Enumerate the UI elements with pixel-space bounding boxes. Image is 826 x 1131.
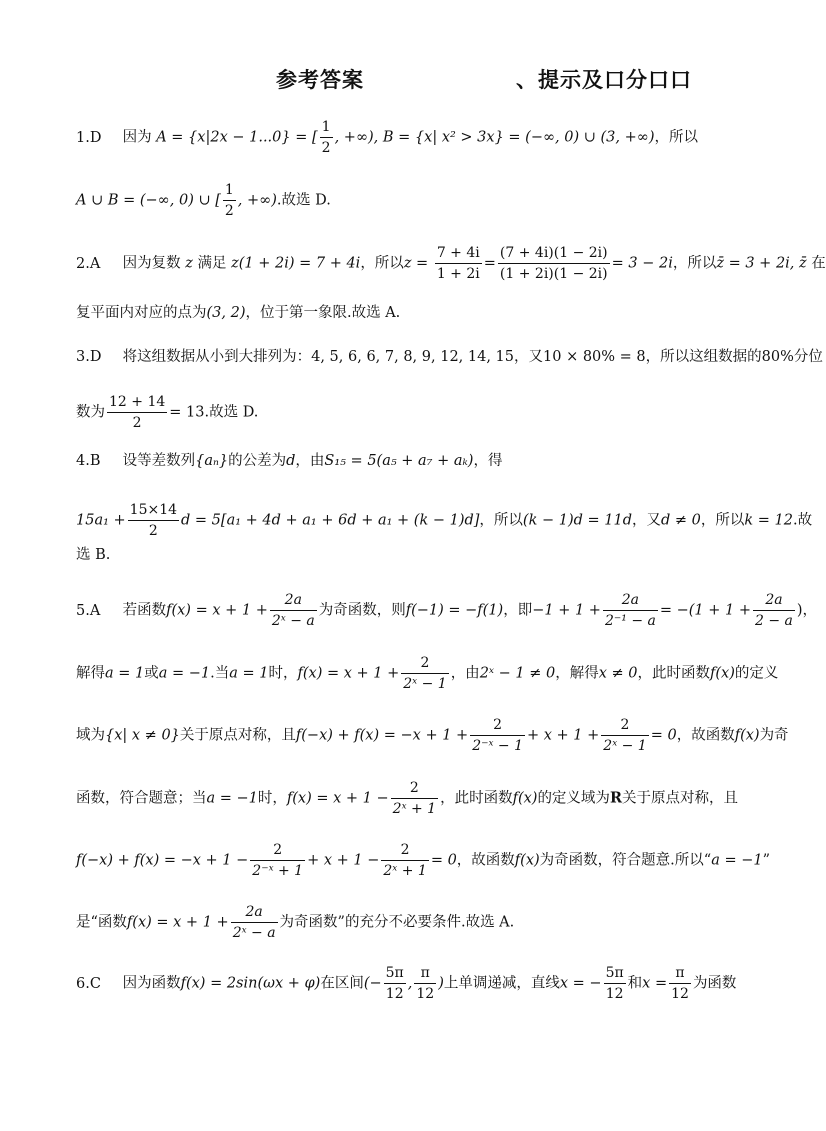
q5-number: 5.A [76,602,101,619]
q3-line2 [76,392,732,433]
q1-answer: .故选 D. [276,192,331,209]
q2-f1-num: 7 + 4i [435,243,482,264]
q5-l1b: 为奇函数，则 [318,602,406,619]
q3-line2-text: 数为 [76,404,105,421]
q5-l5g: a = −1 [711,852,763,869]
q5-l1-frac2-num: 2a [603,590,658,611]
q3-data: 4, 5, 6, 6, 7, 8, 9, 12, 14, 15 [311,349,515,365]
q5-l1d: ，即 [503,602,533,619]
q6-frac4-den: 12 [671,986,689,1002]
q6-d: (− [363,975,382,992]
q4-text3: ，由 [295,453,325,469]
q4-seq: {aₙ} [195,453,229,469]
q5-l2i: ，由 [450,665,480,682]
q5-l5e: f(x) [514,852,540,869]
q5-l4-frac [391,778,438,819]
q5-l5-frac1-num: 2 [250,840,305,861]
q6-k: 为函数 [692,975,737,992]
q5-l6a: 是“函数 [76,914,127,931]
q5-l2d: a = −1 [158,665,211,682]
q5-l1f: f(x) = x + 1 + [166,602,268,619]
q4-frac-num: 15×14 [128,500,179,521]
q2-line2-text: 复平面内对应的点为 [76,305,207,321]
q5-l2-frac [401,653,448,694]
q2-line1: 2.A 因为复数 z 满足 z(1 + 2i) = 7 + 4i，所以z = $\frac{7 + 4i}{1 + 2i}$ = $\frac{(7 + 4i)(1 - 2i)}{(1 + 2i)(1 - 2i)}$ = 3 − 2i，所以z̄ = 3 + 2i, z̄ 在 [76,245,826,282]
q5-l5f: 为奇函数，符合题意.所以“ [539,852,712,869]
q5-l4-frac-num: 2 [391,778,438,799]
q5-l5c: = 0 [430,852,457,869]
q3-frac-num: 12 + 14 [107,392,167,413]
q2-f2-num: (7 + 4i)(1 − 2i) [498,243,610,264]
q2-zeq: z = [403,255,429,272]
q2-z: z [185,255,193,272]
q4-eq: S₁₅ = 5(a₅ + a₇ + aₖ) [324,453,474,469]
q5-l2-frac-num: 2 [401,653,448,674]
q6-frac4-num: π [669,963,691,984]
q5-l1e: −1 + 1 + [532,602,601,619]
q5-line5 [76,840,770,881]
q4-frac-den: 2 [148,523,158,539]
q5-l5b: + x + 1 − [307,852,380,869]
q5-l1-frac2-den: 2⁻¹ − a [604,613,656,629]
q5-l2-frac-den: 2ˣ − 1 [403,676,447,692]
q5-l2e: .当 [210,665,230,682]
q4-l2a: 15a₁ + [76,512,126,529]
q5-l5-frac1-den: 2⁻ˣ + 1 [252,863,304,879]
q6-h: x = − [559,975,602,992]
q2-equation: z(1 + 2i) = 7 + 4i [231,255,361,272]
q5-l2m: ，此时函数 [637,665,711,682]
q6-frac3-num: 5π [604,963,626,984]
q4-l2b: d = 5[a₁ + 4d + a₁ + 6d + a₁ + (k − 1)d] [181,512,480,529]
q5-l1c: f(−1) = −f(1) [405,602,504,619]
q2-f2-den: (1 + 2i)(1 − 2i) [499,266,608,282]
q2-fraction-1 [435,243,482,284]
q5-line1 [76,590,818,631]
q5-l4h: R [609,789,622,807]
q3-calc: 10 × 80% = 8 [543,349,646,365]
q5-l2j: 2ˣ − 1 ≠ 0 [479,665,556,682]
q4-line1 [76,450,732,472]
q5-l5-frac2-num: 2 [381,840,428,861]
q2-lead: 因为复数 [122,255,181,272]
q5-l6c: 为奇函数”的充分不必要条件.故选 A. [279,914,515,931]
q5-line4 [76,778,738,819]
q1-set-a: A = {x|2x − 1...0} = [ [156,129,318,146]
q5-l5h: ” [762,852,770,869]
q5-l3a: 域为 [76,727,105,744]
q4-l2i: .故 [792,512,813,529]
q3-line1 [76,346,823,368]
q5-l6-frac [231,902,278,943]
q5-l2l: x ≠ 0 [598,665,638,682]
q1-line1 [76,117,732,158]
q1-number: 1.D [76,129,102,146]
q6-i: 和 [627,975,643,992]
q2-f1-den: 1 + 2i [436,266,480,282]
q5-l1-frac3-num: 2a [753,590,795,611]
q5-l3-frac2-den: 2ˣ − 1 [603,738,647,754]
q5-l3h: f(x) [734,727,760,744]
q3-pct: 80% [761,349,794,365]
q6-frac2-den: 12 [416,986,435,1002]
q5-l1-frac-den: 2ˣ − a [271,613,315,629]
q5-l4g: 的定义域为 [537,790,610,807]
q6-number: 6.C [76,975,101,992]
q5-line6 [76,902,732,943]
q5-l4c: 时， [257,790,287,807]
q5-l4b: a = −1 [206,790,258,807]
q5-l2h: f(x) = x + 1 + [297,665,400,682]
q2-number: 2.A [76,255,101,272]
q6-frac1-num: 5π [384,963,406,984]
q5-l4d: f(x) = x + 1 − [286,790,389,807]
q4-l2e: ，又 [632,512,661,529]
q5-l6-frac-den: 2ˣ − a [232,925,276,941]
q5-l3-frac2-num: 2 [601,715,648,736]
q6-frac3 [604,963,626,1004]
q5-l1-frac3 [753,590,795,631]
q5-l2k: ，解得 [555,665,599,682]
q2-so: ，所以 [360,255,404,272]
q2-so2: ，所以 [672,255,717,272]
q4-answer: 选 B. [76,547,111,563]
q6-a: 因为函数 [122,975,181,992]
q5-l1a: 若函数 [122,602,167,619]
q5-l2c: 或 [144,665,159,682]
q5-l5-frac2 [381,840,428,881]
q1-frac2-num: 1 [223,180,236,201]
q4-d: d [286,453,296,469]
page-title: 参考答案 [276,68,364,92]
q1-frac2-den: 2 [224,203,234,219]
q2-cond: 满足 [197,255,227,272]
q5-l1-frac2 [603,590,658,631]
q4-line3 [76,544,732,566]
q5-l1-frac3-den: 2 − a [755,613,793,629]
q3-tail2: 分位 [793,349,823,365]
q1-lead: 因为 [122,129,152,146]
q5-l2n: f(x) [710,665,735,682]
q2-point: (3, 2) [206,305,246,321]
q6-c: 在区间 [320,975,364,992]
q6-frac2 [414,963,436,1004]
q5-l3e: + x + 1 + [527,727,600,744]
q4-text: 设等差数列 [122,453,196,469]
q5-l4f: f(x) [512,790,538,807]
q5-l3-frac1-den: 2⁻ˣ − 1 [472,738,523,754]
q5-l2b: a = 1 [105,665,145,682]
q4-l2d: (k − 1)d = 11d [522,512,632,529]
page-subtitle: 、提示及口分口口 [516,68,692,92]
q5-l3d: f(−x) + f(x) = −x + 1 + [295,727,469,744]
q3-answer: = 13.故选 D. [169,404,259,421]
q3-tail: ，所以这组数据的 [645,349,762,365]
q5-l3b: {x| x ≠ 0} [105,727,180,744]
q1-frac-den: 2 [321,140,331,156]
q2-answer: ，位于第一象限.故选 A. [245,305,401,321]
q4-l2g: ，所以 [700,512,745,529]
q5-l4e: ，此时函数 [440,790,513,807]
q4-number: 4.B [76,453,101,469]
q4-line2 [76,500,813,541]
q5-l3i: 为奇 [759,727,789,744]
q3-fraction [107,392,167,433]
q5-l1h: )， [796,602,818,619]
q5-l4i: 关于原点对称，且 [622,790,738,807]
q4-l2f: d ≠ 0 [661,512,701,529]
q5-l2o: 的定义 [734,665,779,682]
q3-text: 将这组数据从小到大排列为： [122,349,312,365]
q1-frac-num: 1 [320,117,333,138]
q1-union-tail: , +∞) [237,192,277,209]
q3-frac-den: 2 [132,415,142,431]
q5-l3g: ，故函数 [676,727,735,744]
q6-f: ) [438,975,444,992]
q5-l3-frac1-num: 2 [470,715,525,736]
q5-l1-frac-num: 2a [270,590,317,611]
q6-frac4 [669,963,691,1004]
q2-result: = 3 − 2i [611,255,673,272]
q6-line1 [76,963,737,1004]
q5-l5-frac1 [250,840,305,881]
q1-union: A ∪ B = (−∞, 0) ∪ [ [76,192,221,209]
q5-l5d: ，故函数 [456,852,515,869]
q5-l2a: 解得 [76,665,105,682]
q6-e: , [407,975,413,992]
q5-l5-frac2-den: 2ˣ + 1 [383,863,427,879]
q2-conj: z̄ = 3 + 2i, z̄ [716,255,807,272]
q5-l1g: = −(1 + 1 + [659,602,751,619]
q6-frac1-den: 12 [385,986,404,1002]
q4-text2: 的公差为 [228,453,287,469]
q5-line3 [76,715,789,756]
q5-l3c: 关于原点对称，且 [179,727,296,744]
q5-l5a: f(−x) + f(x) = −x + 1 − [76,852,249,869]
q1-so: ，所以 [654,129,699,146]
q5-l2f: a = 1 [229,665,269,682]
q1-line2 [76,180,732,221]
q1-fraction-2 [223,180,236,221]
q5-l6b: f(x) = x + 1 + [126,914,229,931]
q5-l1-frac [270,590,317,631]
q4-l2h: k = 12 [744,512,793,529]
q6-j: x = [642,975,668,992]
q5-l3f: = 0 [650,727,677,744]
q4-text4: ，得 [473,453,503,469]
q6-frac1 [384,963,406,1004]
q5-l4a: 函数，符合题意；当 [76,790,207,807]
q6-frac3-den: 12 [605,986,624,1002]
q6-g: 上单调递减，直线 [443,975,560,992]
q4-fraction [128,500,179,541]
q1-fraction [320,117,333,158]
q3-number: 3.D [76,349,102,365]
q2-line2 [76,302,732,324]
q5-l2g: 时， [268,665,298,682]
q5-l3-frac1 [470,715,525,756]
q6-b: f(x) = 2sin(ωx + φ) [180,975,321,992]
q5-l6-frac-num: 2a [231,902,278,923]
q3-also: ，又 [514,349,544,365]
q5-line2 [76,653,779,694]
q6-frac2-num: π [414,963,436,984]
q2-fraction-2 [498,243,610,284]
q5-l4-frac-den: 2ˣ + 1 [392,801,437,817]
q4-l2c: ，所以 [479,512,523,529]
q1-set-b: , +∞), B = {x| x² > 3x} = (−∞, 0) ∪ (3, +∞) [334,129,655,146]
q2-at: 在 [811,255,826,272]
q5-l3-frac2 [601,715,648,756]
